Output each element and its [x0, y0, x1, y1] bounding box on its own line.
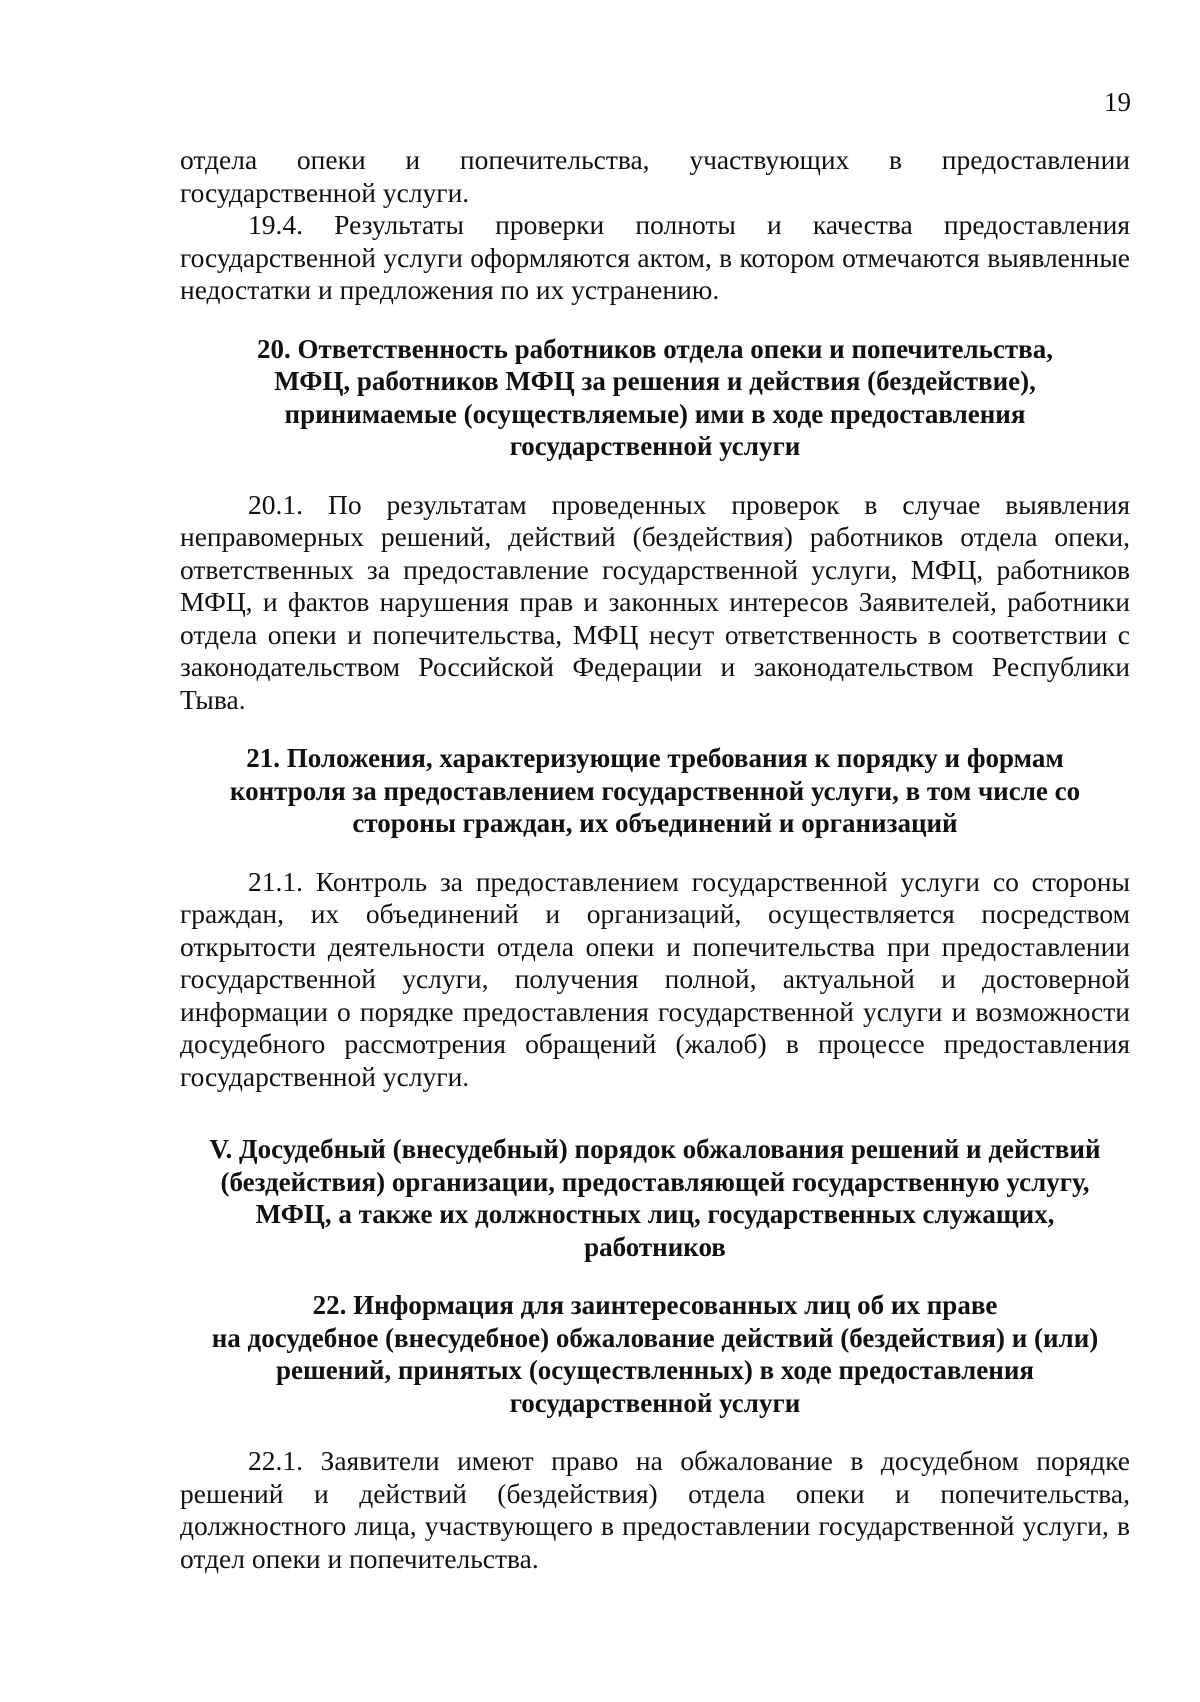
document-body — [180, 144, 1130, 1575]
heading-section-22: 22. Информация для заинтересованных лиц об их праве на досудебное (внесудебное) обжалование действий (бездействия) и (или) решений, принятых (осуществленных) в ходе предоставления государственной услуги — [211, 1290, 1099, 1418]
heading-section-21: 21. Положения, характеризующие требования к порядку и формам контроля за предоставлением государственной услуги, в том числе со стороны граждан, их объединений и организаций — [229, 743, 1081, 838]
paragraph-19-4: 19.4. Результаты проверки полноты и качества предоставления государственной услуги оформляются актом, в котором отмечаются выявленные недостатки и предложения по их устранению. — [180, 209, 1130, 305]
paragraph-20-1: 20.1. По результатам проведенных проверок в случае выявления неправомерных решений, действий (бездействия) работников отдела опеки, ответственных за предоставление государственной услуги, МФЦ, работников МФЦ, и фактов нарушения прав и законных интересов Заявителей, работники отдела опеки и попечительства, МФЦ несут ответственность в соответствии с законодательством Российской Федерации и законодательством Республики Тыва. — [180, 488, 1130, 715]
heading-part-v: V. Досудебный (внесудебный) порядок обжалования решений и действий (бездействия) организации, предоставляющей государственную услугу, МФЦ, а также их должностных лиц, государственных служащих, работников — [209, 1134, 1101, 1262]
paragraph-continuation: отдела опеки и попечительства, участвующих в предоставлении государственной услуги. — [180, 144, 1130, 208]
paragraph-21-1: 21.1. Контроль за предоставлением государственной услуги со стороны граждан, их объединений и организаций, осуществляется посредством открытости деятельности отдела опеки и попечительства при предоставлении государственной услуги, получения полной, актуальной и достоверной информации о порядке предоставления государственной услуги и возможности досудебного рассмотрения обращений (жалоб) в процессе предоставления государственной услуги. — [180, 865, 1130, 1092]
heading-section-20: 20. Ответственность работников отдела опеки и попечительства, МФЦ, работников МФЦ за решения и действия (бездействие), принимаемые (осуществляемые) ими в ходе предоставления государственной услуги — [257, 333, 1053, 461]
paragraph-22-1: 22.1. Заявители имеют право на обжалование в досудебном порядке решений и действий (бездействия) отдела опеки и попечительства, должностного лица, участвующего в предоставлении государственной услуги, в отдел опеки и попечительства. — [180, 1445, 1130, 1574]
page-number: 19 — [1104, 87, 1131, 117]
